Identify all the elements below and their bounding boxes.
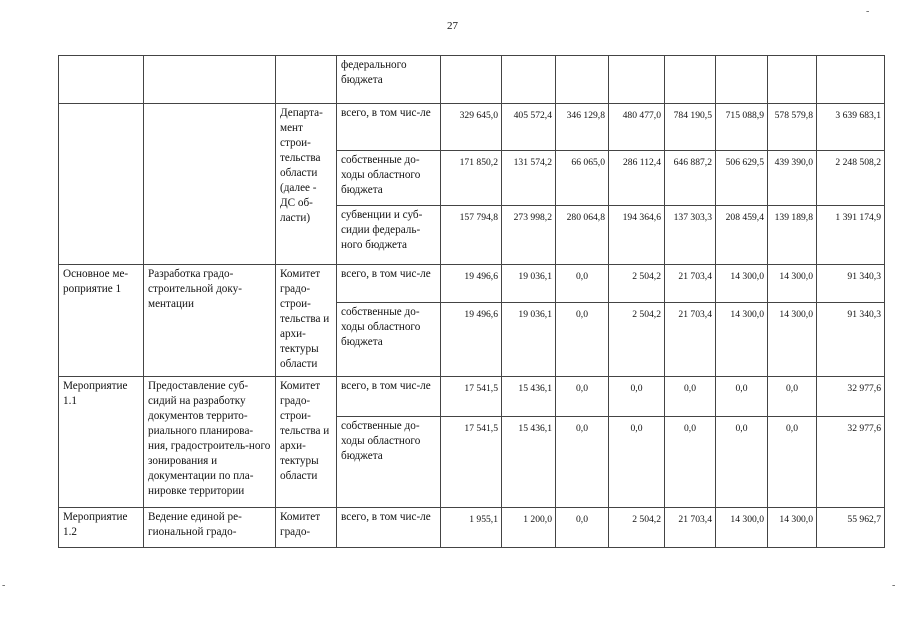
funding-source-cell: собственные до-ходы областного бюджета bbox=[337, 417, 441, 508]
total-cell: 1 391 174,9 bbox=[817, 206, 885, 265]
value-cell: 131 574,2 bbox=[502, 151, 556, 206]
value-cell: 14 300,0 bbox=[716, 508, 768, 548]
value-cell: 14 300,0 bbox=[768, 508, 817, 548]
value-cell: 506 629,5 bbox=[716, 151, 768, 206]
value-cell bbox=[716, 56, 768, 104]
value-cell: 21 703,4 bbox=[665, 508, 716, 548]
funding-source-cell: всего, в том чис-ле bbox=[337, 104, 441, 151]
value-cell: 0,0 bbox=[716, 377, 768, 417]
budget-table bbox=[58, 55, 885, 548]
value-cell: 329 645,0 bbox=[441, 104, 502, 151]
value-cell: 1 200,0 bbox=[502, 508, 556, 548]
value-cell: 194 364,6 bbox=[609, 206, 665, 265]
value-cell: 14 300,0 bbox=[716, 303, 768, 377]
value-cell: 784 190,5 bbox=[665, 104, 716, 151]
value-cell: 66 065,0 bbox=[556, 151, 609, 206]
value-cell bbox=[556, 56, 609, 104]
total-cell: 3 639 683,1 bbox=[817, 104, 885, 151]
event-cell: Разработка градо-строительной доку-ментации bbox=[144, 265, 276, 377]
event-cell: Ведение единой ре-гиональной градо- bbox=[144, 508, 276, 548]
value-cell: 2 504,2 bbox=[609, 303, 665, 377]
total-cell: 2 248 508,2 bbox=[817, 151, 885, 206]
total-cell: 91 340,3 bbox=[817, 265, 885, 303]
value-cell: 2 504,2 bbox=[609, 265, 665, 303]
total-cell: 32 977,6 bbox=[817, 417, 885, 508]
value-cell: 578 579,8 bbox=[768, 104, 817, 151]
event-cell bbox=[144, 56, 276, 104]
category-cell: Мероприятие 1.1 bbox=[59, 377, 144, 508]
value-cell: 14 300,0 bbox=[716, 265, 768, 303]
funding-source-cell: федерального бюджета bbox=[337, 56, 441, 104]
value-cell bbox=[609, 56, 665, 104]
executor-cell: Комитет градо-строи-тельства и архи-тектуры области bbox=[276, 377, 337, 508]
event-cell bbox=[144, 104, 276, 265]
value-cell: 273 998,2 bbox=[502, 206, 556, 265]
value-cell: 0,0 bbox=[768, 417, 817, 508]
value-cell: 139 189,8 bbox=[768, 206, 817, 265]
total-cell: 55 962,7 bbox=[817, 508, 885, 548]
value-cell: 17 541,5 bbox=[441, 377, 502, 417]
value-cell: 0,0 bbox=[665, 417, 716, 508]
table-row bbox=[59, 508, 885, 548]
value-cell: 157 794,8 bbox=[441, 206, 502, 265]
value-cell: 14 300,0 bbox=[768, 303, 817, 377]
value-cell: 137 303,3 bbox=[665, 206, 716, 265]
event-cell: Предоставление суб-сидий на разработку документов террито-риального планирова-ния, градостроитель-ного зонирования и документации по пла-нировке территории bbox=[144, 377, 276, 508]
value-cell: 280 064,8 bbox=[556, 206, 609, 265]
value-cell: 21 703,4 bbox=[665, 265, 716, 303]
value-cell: 0,0 bbox=[556, 508, 609, 548]
executor-cell: Департа-мент строи-тельства области (далее - ДС об-ласти) bbox=[276, 104, 337, 265]
value-cell: 15 436,1 bbox=[502, 377, 556, 417]
right-edge-mark: - bbox=[892, 580, 896, 591]
page-number: 27 bbox=[447, 20, 458, 32]
category-cell bbox=[59, 56, 144, 104]
value-cell: 480 477,0 bbox=[609, 104, 665, 151]
executor-cell bbox=[276, 56, 337, 104]
value-cell: 1 955,1 bbox=[441, 508, 502, 548]
value-cell: 646 887,2 bbox=[665, 151, 716, 206]
value-cell bbox=[441, 56, 502, 104]
value-cell: 439 390,0 bbox=[768, 151, 817, 206]
value-cell: 0,0 bbox=[556, 265, 609, 303]
funding-source-cell: всего, в том чис-ле bbox=[337, 508, 441, 548]
value-cell: 0,0 bbox=[556, 377, 609, 417]
funding-source-cell: собственные до-ходы областного бюджета bbox=[337, 151, 441, 206]
value-cell bbox=[665, 56, 716, 104]
value-cell: 0,0 bbox=[716, 417, 768, 508]
value-cell: 171 850,2 bbox=[441, 151, 502, 206]
total-cell bbox=[817, 56, 885, 104]
value-cell: 405 572,4 bbox=[502, 104, 556, 151]
value-cell: 0,0 bbox=[556, 417, 609, 508]
table-row bbox=[59, 377, 885, 417]
value-cell: 14 300,0 bbox=[768, 265, 817, 303]
funding-source-cell: всего, в том чис-ле bbox=[337, 377, 441, 417]
value-cell: 0,0 bbox=[556, 303, 609, 377]
executor-cell: Комитет градо- bbox=[276, 508, 337, 548]
value-cell: 286 112,4 bbox=[609, 151, 665, 206]
value-cell: 2 504,2 bbox=[609, 508, 665, 548]
total-cell: 91 340,3 bbox=[817, 303, 885, 377]
value-cell: 19 036,1 bbox=[502, 303, 556, 377]
value-cell: 208 459,4 bbox=[716, 206, 768, 265]
value-cell: 19 496,6 bbox=[441, 303, 502, 377]
corner-mark: - bbox=[866, 6, 870, 17]
value-cell bbox=[502, 56, 556, 104]
category-cell: Мероприятие 1.2 bbox=[59, 508, 144, 548]
category-cell bbox=[59, 104, 144, 265]
funding-source-cell: субвенции и суб-сидии федераль-ного бюджета bbox=[337, 206, 441, 265]
value-cell: 19 496,6 bbox=[441, 265, 502, 303]
table-row bbox=[59, 265, 885, 303]
value-cell: 346 129,8 bbox=[556, 104, 609, 151]
funding-source-cell: собственные до-ходы областного бюджета bbox=[337, 303, 441, 377]
value-cell: 21 703,4 bbox=[665, 303, 716, 377]
value-cell bbox=[768, 56, 817, 104]
left-edge-mark: - bbox=[2, 580, 6, 591]
funding-source-cell: всего, в том чис-ле bbox=[337, 265, 441, 303]
value-cell: 17 541,5 bbox=[441, 417, 502, 508]
table-row bbox=[59, 104, 885, 151]
value-cell: 19 036,1 bbox=[502, 265, 556, 303]
value-cell: 0,0 bbox=[665, 377, 716, 417]
value-cell: 0,0 bbox=[609, 377, 665, 417]
total-cell: 32 977,6 bbox=[817, 377, 885, 417]
table-row bbox=[59, 56, 885, 104]
value-cell: 0,0 bbox=[768, 377, 817, 417]
value-cell: 0,0 bbox=[609, 417, 665, 508]
category-cell: Основное ме-роприятие 1 bbox=[59, 265, 144, 377]
executor-cell: Комитет градо-строи-тельства и архи-тектуры области bbox=[276, 265, 337, 377]
value-cell: 15 436,1 bbox=[502, 417, 556, 508]
value-cell: 715 088,9 bbox=[716, 104, 768, 151]
